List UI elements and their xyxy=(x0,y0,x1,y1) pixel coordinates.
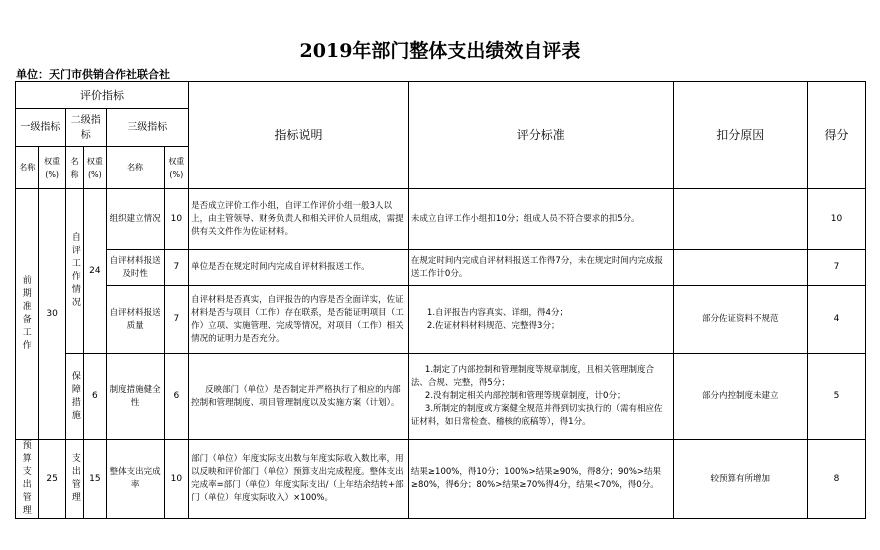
evaluation-table xyxy=(15,81,866,519)
header-desc: 指标说明 xyxy=(189,82,409,189)
row-reason xyxy=(673,250,807,286)
group-qq-weight: 30 xyxy=(39,189,65,440)
criteria-line: 2.没有制定相关内部控制和管理等规章制度，计0分； xyxy=(424,391,626,401)
row-weight: 10 xyxy=(164,189,188,250)
group-zc-name: 支出管理 xyxy=(65,440,83,519)
row-score: 5 xyxy=(807,354,865,440)
row-criteria: 结果≥100%，得10分；100%>结果≥90%，得8分；90%>结果≥80%，得6分；80%>结果≥70%得4分，结果<70%，得0分。 xyxy=(408,440,673,519)
header-reason: 扣分原因 xyxy=(673,82,807,189)
row-weight: 6 xyxy=(164,354,188,440)
group-bz-name: 保障措施 xyxy=(65,354,83,440)
row-score: 10 xyxy=(807,189,865,250)
header-l1-weight: 权重(%) xyxy=(39,147,65,189)
row-desc: 自评材料是否真实，自评报告的内容是否全面详实，佐证材料是否与项目（工作）存在联系，是否能证明项目（工作）立项、实施管理、完成等情况，对项目（工作）相关情况的证明力是否充分。 xyxy=(189,286,409,354)
unit-label: 单位：天门市供销合作社联合社 xyxy=(16,68,170,81)
criteria-line: 1.自评报告内容真实、详细，得4分； xyxy=(426,307,568,318)
row-score: 7 xyxy=(807,250,865,286)
header-l3-name: 名称 xyxy=(106,147,164,189)
criteria-line: 3.所制定的制度或方案健全规范并得到切实执行的（需有相应佐证材料，如日常检查、稽核的底稿等），得1分。 xyxy=(410,404,663,427)
row-weight: 7 xyxy=(164,286,188,354)
row-reason: 部分佐证资料不规范 xyxy=(673,286,807,354)
group-ys-name: 预算支出管理 xyxy=(16,440,39,519)
header-level1: 一级指标 xyxy=(16,109,66,147)
header-l2-weight: 权重(%) xyxy=(84,147,106,189)
group-zp-weight: 24 xyxy=(84,189,106,354)
header-l3-weight: 权重(%) xyxy=(164,147,188,189)
row-name: 组织建立情况 xyxy=(106,189,164,250)
header-score: 得分 xyxy=(807,82,865,189)
row-weight: 7 xyxy=(164,250,188,286)
criteria-line: 2.佐证材料材料规范、完整得3分； xyxy=(426,320,560,331)
page-title: 2019年部门整体支出绩效自评表 xyxy=(299,40,581,62)
row-score: 8 xyxy=(807,440,865,519)
row-score: 4 xyxy=(807,286,865,354)
group-zp-name: 自评工作情况 xyxy=(65,189,83,354)
row-reason xyxy=(673,189,807,250)
row-name: 自评材料报送质量 xyxy=(106,286,164,354)
row-desc: 反映部门（单位）是否制定并严格执行了相应的内部控制和管理制度、项目管理制度以及实施方案（计划）。 xyxy=(189,354,409,440)
header-criteria: 评分标准 xyxy=(408,82,673,189)
group-qq-name: 前期准备工作 xyxy=(16,189,39,440)
row-name: 自评材料报送及时性 xyxy=(106,250,164,286)
header-eval: 评价指标 xyxy=(16,82,189,109)
group-ys-weight: 25 xyxy=(39,440,65,519)
row-reason: 部分内控制度未建立 xyxy=(673,354,807,440)
group-bz-weight: 6 xyxy=(84,354,106,440)
row-name: 制度措施健全性 xyxy=(106,354,164,440)
row-name: 整体支出完成率 xyxy=(106,440,164,519)
header-l2-name: 名称 xyxy=(65,147,83,189)
row-criteria xyxy=(408,286,673,354)
criteria-line: 1.制定了内部控制和管理制度等规章制度，且相关管理制度合法、合规、完整，得5分； xyxy=(410,365,655,388)
row-desc: 是否成立评价工作小组，自评工作评价小组一般3人以上，由主管领导、财务负责人和相关评价人员组成，需提供有关文件作为佐证材料。 xyxy=(189,189,409,250)
row-criteria xyxy=(408,354,673,440)
header-level2: 二级指标 xyxy=(65,109,106,147)
row-desc: 单位是否在规定时间内完成自评材料报送工作。 xyxy=(189,250,409,286)
group-zc-weight: 15 xyxy=(84,440,106,519)
row-criteria: 在规定时间内完成自评材料报送工作得7分，未在规定时间内完成报送工作计0分。 xyxy=(408,250,673,286)
header-l1-name: 名称 xyxy=(16,147,39,189)
header-level3: 三级指标 xyxy=(106,109,189,147)
row-criteria: 未成立自评工作小组扣10分；组成人员不符合要求的扣5分。 xyxy=(408,189,673,250)
row-desc: 部门（单位）年度实际支出数与年度实际收入数比率，用以反映和评价部门（单位）预算支出完成程度。整体支出完成率=部门（单位）年度实际支出/（上年结余结转+部门（单位）年度实际收入）×100%。 xyxy=(189,440,409,519)
row-weight: 10 xyxy=(164,440,188,519)
row-reason: 较预算有所增加 xyxy=(673,440,807,519)
